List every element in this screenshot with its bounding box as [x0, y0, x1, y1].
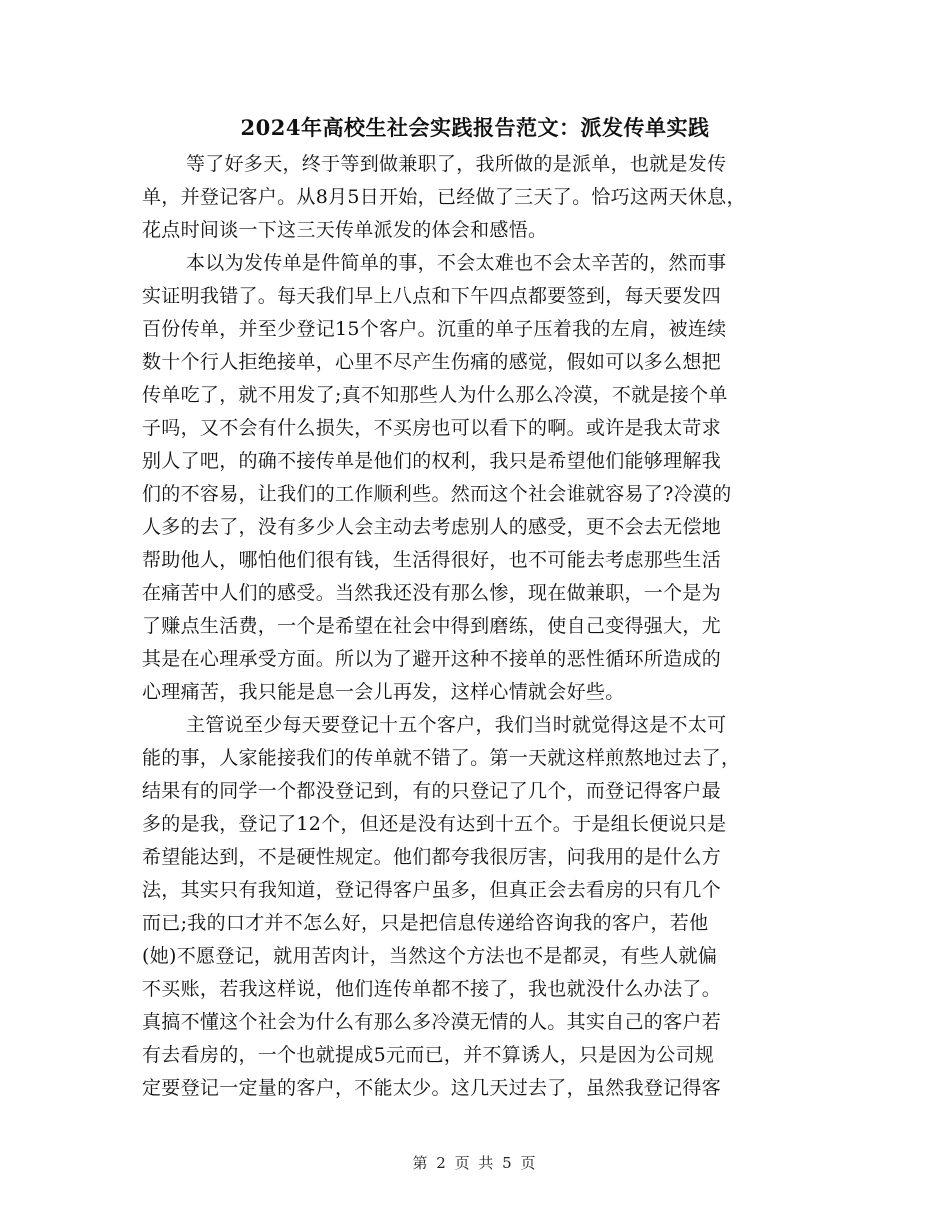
- paragraph-2-line-13: 其是在心理承受方面。所以为了避开这种不接单的恶性循环所造成的: [142, 648, 722, 670]
- paragraph-2-line-4: 数十个行人拒绝接单，心里不尽产生伤痛的感觉，假如可以多么想把: [142, 351, 722, 373]
- paragraph-2-line-12: 了赚点生活费，一个是希望在社会中得到磨练，使自己变得强大，尤: [142, 615, 722, 637]
- page-footer: 第 2 页 共 5 页: [412, 1154, 538, 1172]
- paragraph-2-line-6: 子吗，又不会有什么损失，不买房也可以看下的啊。或许是我太苛求: [142, 417, 722, 439]
- paragraph-3-line-3: 结果有的同学一个都没登记到，有的只登记了几个，而登记得客户最: [142, 780, 722, 802]
- paragraph-3-line-6: 法，其实只有我知道，登记得客户虽多，但真正会去看房的只有几个: [142, 879, 722, 901]
- paragraph-1-line-2: 单，并登记客户。从8月5日开始，已经做了三天了。恰巧这两天休息，: [142, 186, 746, 208]
- paragraph-2-line-7: 别人了吧，的确不接传单是他们的权利，我只是希望他们能够理解我: [142, 450, 722, 472]
- paragraph-2-line-5: 传单吃了，就不用发了;真不知那些人为什么那么冷漠，不就是接个单: [142, 384, 728, 406]
- paragraph-2-line-14: 心理痛苦，我只能是息一会儿再发，这样心情就会好些。: [142, 681, 625, 703]
- paragraph-2-line-3: 百份传单，并至少登记15个客户。沉重的单子压着我的左肩，被连续: [142, 318, 727, 340]
- paragraph-3-line-1: 主管说至少每天要登记十五个客户，我们当时就觉得这是不太可: [186, 714, 727, 736]
- paragraph-3-line-9: 不买账，若我这样说，他们连传单都不接了，我也就没什么办法了。: [142, 978, 722, 1000]
- paragraph-3-line-8: (她)不愿登记，就用苦肉计，当然这个方法也不是都灵，有些人就偏: [142, 945, 718, 967]
- paragraph-1-line-1: 等了好多天，终于等到做兼职了，我所做的是派单，也就是发传: [186, 153, 727, 175]
- document-title: 2024年高校生社会实践报告范文：派发传单实践: [240, 115, 710, 140]
- paragraph-2-line-2: 实证明我错了。每天我们早上八点和下午四点都要签到，每天要发四: [142, 285, 722, 307]
- paragraph-2-line-8: 们的不容易，让我们的工作顺利些。然而这个社会谁就容易了?冷漠的: [142, 483, 732, 505]
- paragraph-2-line-9: 人多的去了，没有多少人会主动去考虑别人的感受，更不会去无偿地: [142, 516, 722, 538]
- paragraph-3-line-11: 有去看房的，一个也就提成5元而已，并不算诱人，只是因为公司规: [142, 1044, 715, 1066]
- paragraph-3-line-5: 希望能达到，不是硬性规定。他们都夸我很厉害，问我用的是什么方: [142, 846, 722, 868]
- paragraph-3-line-2: 能的事，人家能接我们的传单就不错了。第一天就这样煎熬地过去了，: [142, 747, 741, 769]
- paragraph-2-line-10: 帮助他人，哪怕他们很有钱，生活得很好，也不可能去考虑那些生活: [142, 549, 722, 571]
- paragraph-3-line-12: 定要登记一定量的客户，不能太少。这几天过去了，虽然我登记得客: [142, 1077, 722, 1099]
- paragraph-3-line-7: 而已;我的口才并不怎么好，只是把信息传递给咨询我的客户，若他: [142, 912, 709, 934]
- paragraph-3-line-10: 真搞不懂这个社会为什么有那么多冷漠无情的人。其实自己的客户若: [142, 1011, 722, 1033]
- paragraph-1-line-3: 花点时间谈一下这三天传单派发的体会和感悟。: [142, 219, 548, 241]
- paragraph-2-line-11: 在痛苦中人们的感受。当然我还没有那么惨，现在做兼职，一个是为: [142, 582, 722, 604]
- paragraph-2-line-1: 本以为发传单是件简单的事，不会太难也不会太辛苦的，然而事: [186, 252, 727, 274]
- paragraph-3-line-4: 多的是我，登记了12个，但还是没有达到十五个。于是组长便说只是: [142, 813, 727, 835]
